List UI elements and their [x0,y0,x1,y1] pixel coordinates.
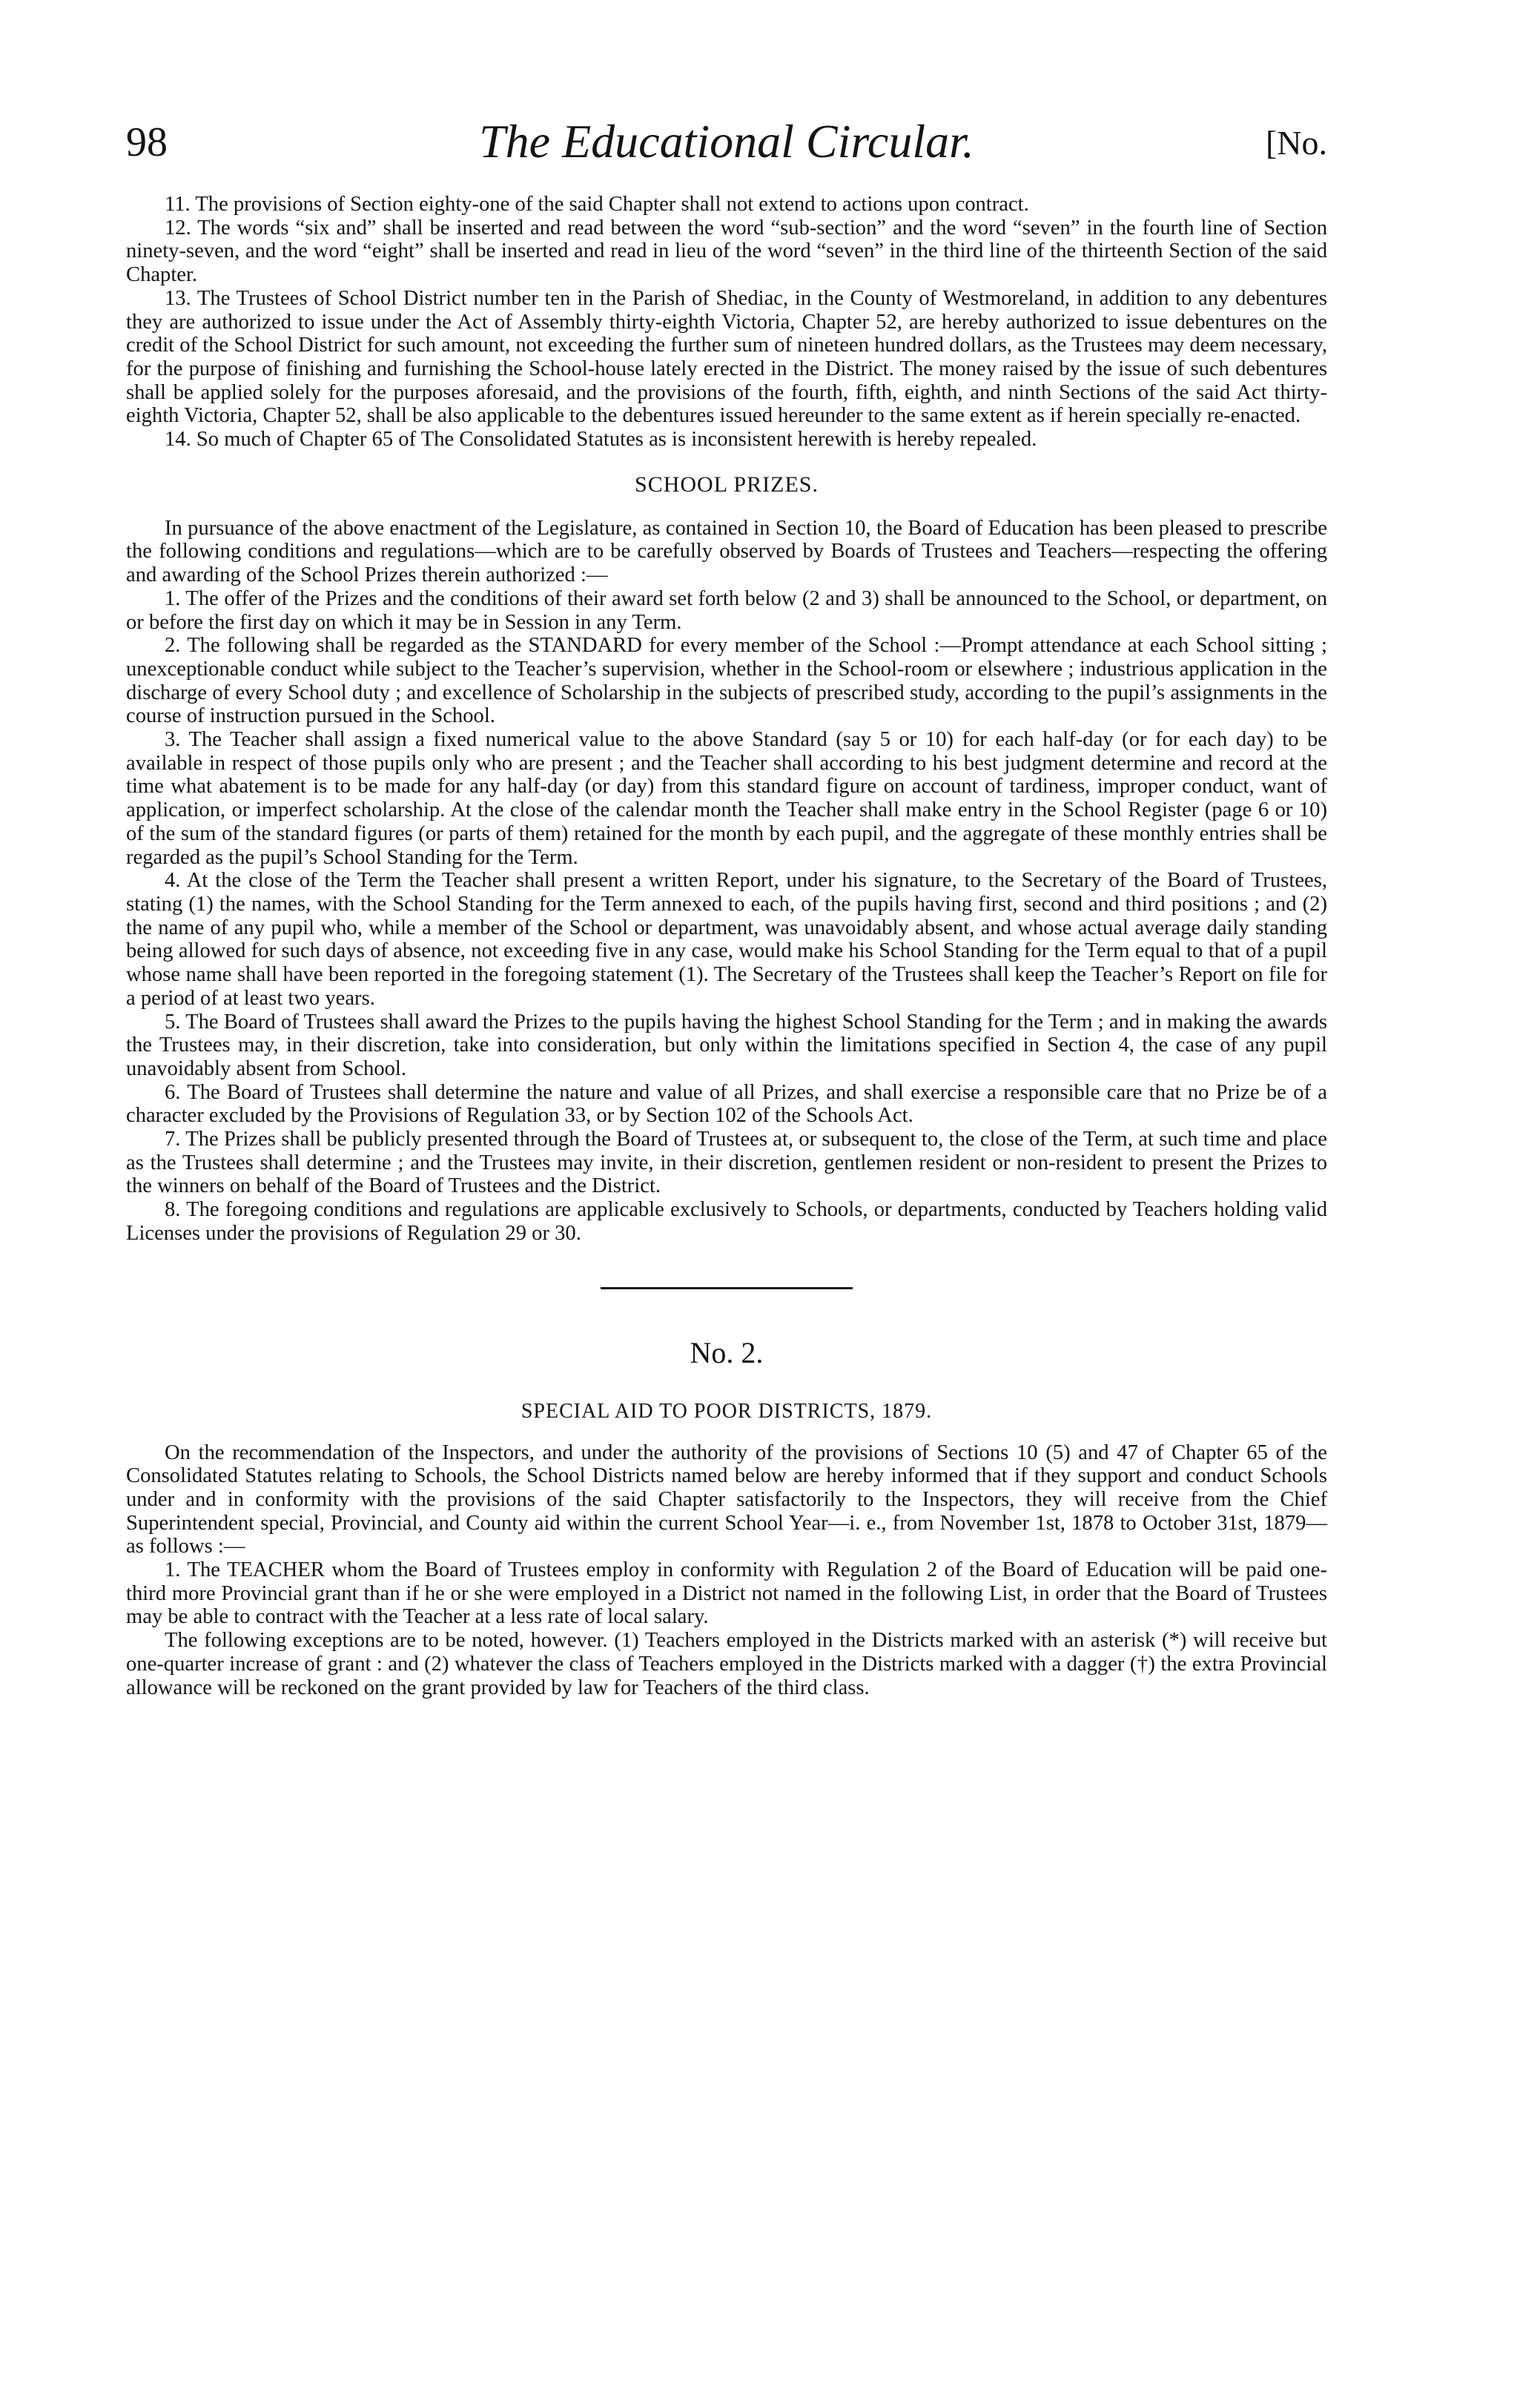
prizes-intro: In pursuance of the above enactment of the Legislature, as contained in Section 10, the Board of Education has been pleased to prescribe the following conditions and regulations—which are to be carefully observed by Boards of Trustees and Teachers—respecting the offering and awarding of the School Prizes therein authorized :— [126,516,1327,587]
prizes-rule-8: 8. The foregoing conditions and regulations are applicable exclusively to Schools, or departments, conducted by Teachers holding valid Licenses under the provisions of Regulation 29 or 30. [126,1198,1327,1245]
prizes-rule-2: 2. The following shall be regarded as the STANDARD for every member of the School :—Prompt attendance at each School sitting ; unexceptionable conduct while subject to the Teacher’s supervision, whether in the School-room or elsewhere ; industrious application in the discharge of every School duty ; and excellence of Scholarship in the subjects of prescribed study, according to the pupil’s assignments in the course of instruction pursued in the School. [126,634,1327,728]
running-number-label: [No. [1265,124,1327,162]
special-aid-exceptions: The following exceptions are to be noted, however. (1) Teachers employed in the Districts marked with an asterisk (*) will receive but one-quarter increase of grant : and (2) whatever the class of Teachers employed in the Districts marked with a dagger (†) the extra Provincial allowance will be reckoned on the grant provided by law for Teachers of the third class. [126,1629,1327,1699]
running-title: The Educational Circular. [479,115,974,168]
prizes-rule-4: 4. At the close of the Term the Teacher shall present a written Report, under his signature, to the Secretary of the Board of Trustees, stating (1) the names, with the School Standing for the Term annexed to each, of the pupils having first, second and third positions ; and (2) the name of any pupil who, while a member of the School or department, was unavoidably absent, and whose actual average daily standing being allowed for such days of absence, not exceeding five in any case, would make his School Standing for the Term equal to that of a pupil whose name shall have been reported in the foregoing statement (1). The Secretary of the Trustees shall keep the Teacher’s Report on file for a period of at least two years. [126,869,1327,1010]
no2-heading: No. 2. [690,1335,764,1369]
special-aid-rule-1: 1. The TEACHER whom the Board of Trustees employ in conformity with Regulation 2 of the Board of Education will be paid one-third more Provincial grant than if he or she were employed in a District not named in the following List, in order that the Board of Trustees may be able to contract with the Teacher at a less rate of local salary. [126,1558,1327,1629]
statute-sections [126,193,1327,452]
prizes-rule-5: 5. The Board of Trustees shall award the Prizes to the pupils having the highest School Standing for the Term ; and in making the awards the Trustees may, in their discretion, take into consideration, but only within the limitations specified in Section 4, the case of any pupil unavoidably absent from School. [126,1010,1327,1080]
prizes-rule-6: 6. The Board of Trustees shall determine the nature and value of all Prizes, and shall exercise a responsible care that no Prize be of a character excluded by the Provisions of Regulation 33, or by Section 102 of the Schools Act. [126,1080,1327,1128]
special-aid-heading: SPECIAL AID TO POOR DISTRICTS, 1879. [521,1399,933,1423]
document-page [126,111,1327,1699]
section-11: 11. The provisions of Section eighty-one of the said Chapter shall not extend to actions upon contract. [165,193,1029,216]
prizes-rule-7: 7. The Prizes shall be publicly presented through the Board of Trustees at, or subsequent to, the close of the Term, at such time and place as the Trustees shall determine ; and the Trustees may invite, in their discretion, gentlemen resident or non-resident to present the Prizes to the winners on behalf of the Board of Trustees and the District. [126,1128,1327,1198]
section-13: 13. The Trustees of School District number ten in the Parish of Shediac, in the County of Westmoreland, in addition to any debentures they are authorized to issue under the Act of Assembly thirty-eighth Victoria, Chapter 52, are hereby authorized to issue debentures on the credit of the School District for such amount, not exceeding the further sum of nineteen hundred dollars, as the Trustees may deem necessary, for the purpose of finishing and furnishing the School-house lately erected in the District. The money raised by the issue of such debentures shall be applied solely for the purposes aforesaid, and the provisions of the fourth, fifth, eighth, and ninth Sections of the said Act thirty-eighth Victoria, Chapter 52, shall be also applicable to the debentures issued hereunder to the same extent as if herein specially re-enacted. [126,286,1327,428]
page-number: 98 [126,119,168,165]
section-divider [601,1287,853,1289]
school-prizes-heading: SCHOOL PRIZES. [635,472,819,497]
prizes-rule-1: 1. The offer of the Prizes and the conditions of their award set forth below (2 and 3) shall be announced to the School, or department, on or before the first day on which it may be in Session in any Term. [126,586,1327,634]
prizes-rule-3: 3. The Teacher shall assign a fixed numerical value to the above Standard (say 5 or 10) for each half-day (or for each day) to be available in respect of those pupils only who are present ; and the Teacher shall according to his best judgment determine and record at the time what abatement is to be made for any half-day (or day) from this standard figure on account of tardiness, improper conduct, want of application, or imperfect scholarship. At the close of the calendar month the Teacher shall make entry in the School Register (page 6 or 10) of the sum of the standard figures (or parts of them) retained for the month by each pupil, and the aggregate of these monthly entries shall be regarded as the pupil’s School Standing for the Term. [126,728,1327,869]
page-header [126,111,1327,193]
section-14: 14. So much of Chapter 65 of The Consolidated Statutes as is inconsistent herewith is hereby repealed. [165,428,1037,452]
special-aid-intro: On the recommendation of the Inspectors, and under the authority of the provisions of Sections 10 (5) and 47 of Chapter 65 of the Consolidated Statutes relating to Schools, the School Districts named below are hereby informed that if they support and conduct Schools under and in conformity with the provisions of the said Chapter satisfactorily to the Inspectors, they will receive from the Chief Superintendent special, Provincial, and County aid within the current School Year—i. e., from November 1st, 1878 to October 31st, 1879—as follows :— [126,1441,1327,1558]
section-12: 12. The words “six and” shall be inserted and read between the word “sub-section” and the word “seven” in the fourth line of Section ninety-seven, and the word “eight” shall be inserted and read in lieu of the word “seven” in the third line of the thirteenth Section of the said Chapter. [126,216,1327,287]
school-prizes-body [126,517,1327,1246]
special-aid-body [126,1441,1327,1700]
